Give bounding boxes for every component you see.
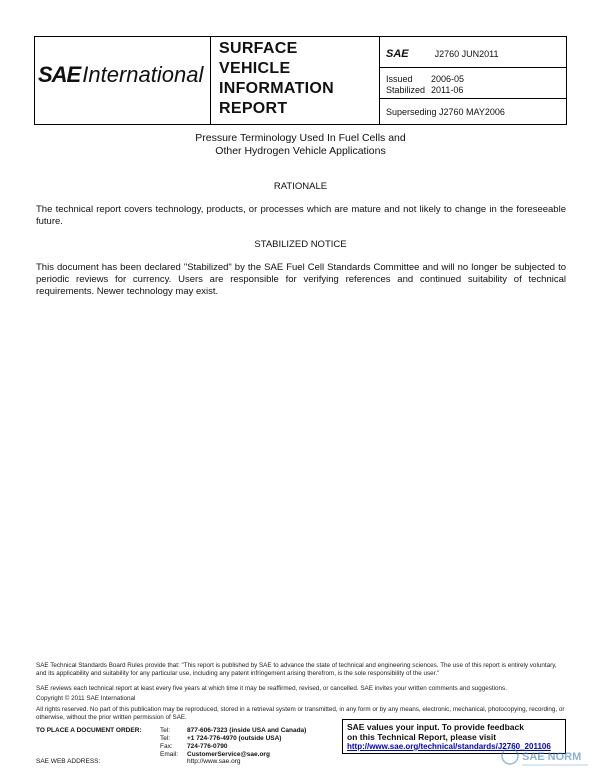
review-policy: SAE reviews each technical report at least every five years at which time it may be reaffirmed, revised, or cancelled. SAE invites your written comments and suggestions. bbox=[36, 685, 507, 692]
rights-statement: All rights reserved. No part of this publication may be reproduced, stored in a retrieval system or transmitted, in any form or by any means, electronic, mechanical, photocopying, recording, or otherwise, without the prior written permission of SAE. bbox=[36, 706, 565, 721]
title-line: Other Hydrogen Vehicle Applications bbox=[215, 145, 386, 157]
stabilized-label: Stabilized bbox=[386, 85, 426, 95]
header-divider bbox=[379, 98, 567, 99]
superseding-note: Superseding J2760 MAY2006 bbox=[386, 107, 505, 117]
rationale-text: The technical report covers technology, products, or processes which are mature and not likely to change in the foreseeable future. bbox=[36, 204, 566, 227]
issued-label: Issued bbox=[386, 74, 413, 84]
sae-norm-watermark bbox=[500, 740, 590, 772]
watermark-globe-icon bbox=[502, 748, 518, 764]
feedback-line: SAE values your input. To provide feedback bbox=[347, 722, 524, 732]
issued-value: 2006-05 bbox=[431, 74, 465, 84]
stabilized-value: 2011-06 bbox=[431, 85, 464, 95]
feedback-link[interactable]: http://www.sae.org/technical/standards/J2760_201106 bbox=[347, 742, 551, 751]
tel2-label: Tel: bbox=[160, 735, 171, 742]
logo-mark: SAE bbox=[38, 62, 81, 87]
document-title bbox=[34, 132, 567, 158]
report-type-line: INFORMATION bbox=[219, 80, 334, 97]
sae-international-logo bbox=[38, 62, 203, 86]
document-id bbox=[386, 48, 499, 60]
report-type-line: SURFACE bbox=[219, 40, 298, 57]
tel2-value[interactable]: +1 724-776-4970 (outside USA) bbox=[187, 735, 282, 742]
report-type-line: VEHICLE bbox=[219, 60, 291, 77]
document-dates bbox=[386, 74, 464, 96]
document-number: J2760 JUN2011 bbox=[434, 49, 499, 59]
report-type bbox=[219, 39, 369, 119]
fax-value: 724-776-0790 bbox=[187, 743, 228, 750]
rationale-heading: RATIONALE bbox=[273, 181, 328, 192]
web-address-link[interactable]: http://www.sae.org bbox=[187, 758, 241, 765]
fax-label: Fax: bbox=[160, 743, 173, 750]
header-divider bbox=[210, 37, 211, 125]
header-divider bbox=[379, 37, 380, 125]
stabilized-notice-text: This document has been declared "Stabilized" by the SAE Fuel Cell Standards Committee and will no longer be subjected to periodic reviews for currency. Users are responsible for verifying references and continued suitability of technical requirements. Newer technology may exist. bbox=[36, 262, 566, 297]
stabilized-notice-heading: STABILIZED NOTICE bbox=[254, 239, 347, 250]
email-link[interactable]: CustomerService@sae.org bbox=[187, 751, 270, 758]
email-label: Email: bbox=[160, 751, 179, 758]
tel-value[interactable]: 877-606-7323 (inside USA and Canada) bbox=[187, 727, 307, 734]
logo-text: International bbox=[82, 62, 204, 87]
feedback-line: on this Technical Report, please visit bbox=[347, 732, 497, 742]
board-policy: SAE Technical Standards Board Rules provide that: "This report is published by SAE to advance the state of technical and engineering sciences. The use of this report is entirely voluntary, and its applicability and suitability for any particular use, including any patent infringement arising therefrom, is the sole responsibility of the user." bbox=[36, 662, 557, 677]
web-address-label: SAE WEB ADDRESS: bbox=[36, 758, 101, 765]
copyright: Copyright © 2011 SAE International bbox=[36, 695, 136, 702]
header-divider bbox=[379, 67, 567, 68]
report-type-line: REPORT bbox=[219, 100, 288, 117]
tel-label: Tel: bbox=[160, 727, 171, 734]
order-contacts bbox=[160, 727, 306, 759]
title-line: Pressure Terminology Used In Fuel Cells and bbox=[195, 132, 406, 144]
watermark-text: SAE NORM bbox=[522, 751, 582, 763]
order-label: TO PLACE A DOCUMENT ORDER: bbox=[36, 727, 142, 734]
sae-mark: SAE bbox=[386, 48, 409, 60]
